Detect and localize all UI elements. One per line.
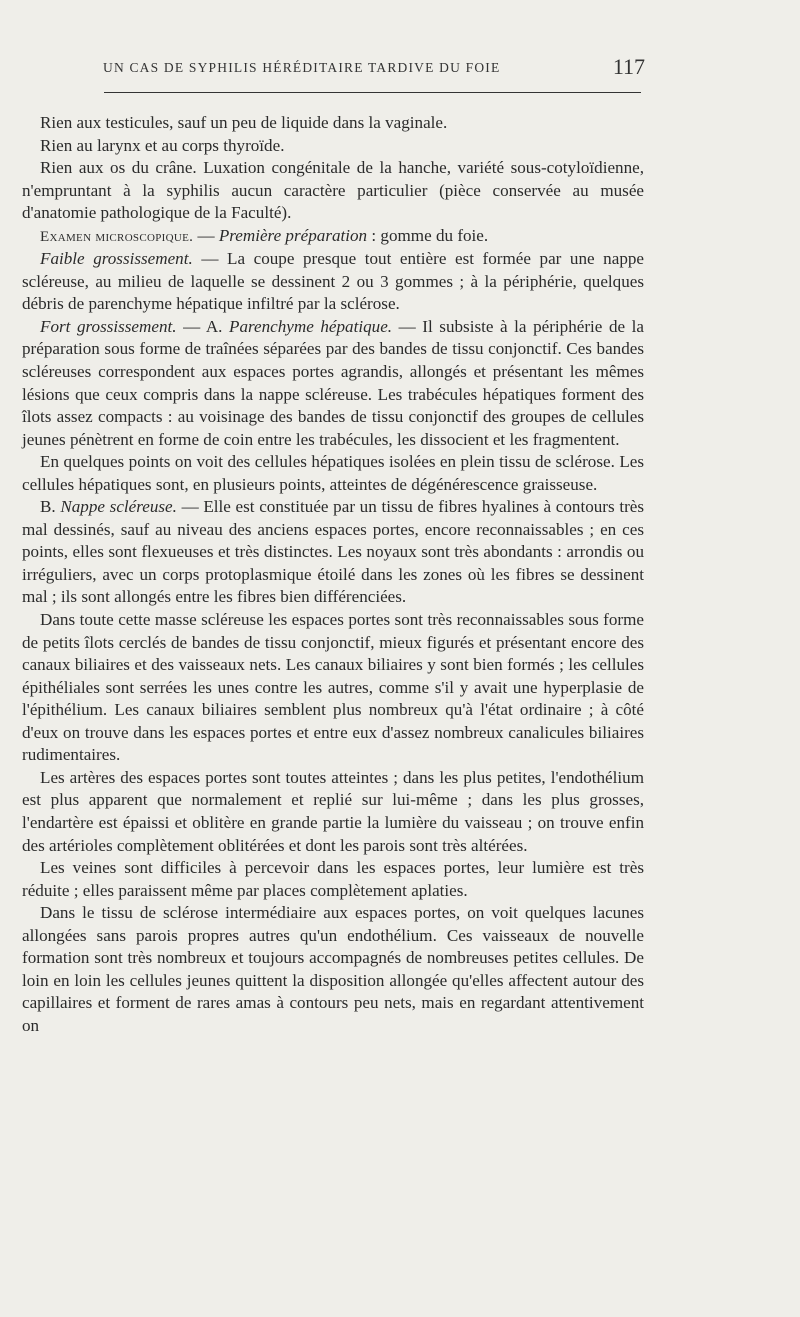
italic-heading: Faible grossissement.	[40, 249, 193, 269]
paragraph: Fort grossissement. — A. Parenchyme hépatique. — Il subsiste à la périphérie de la préparation sous forme de traînées séparées par des bandes de tissu conjonctif. Ces bandes scléreuses correspondent aux espaces portes agrandis, allongés et présentant les mêmes lésions que ceux compris dans la nappe scléreuse. Les trabécules hépatiques forment des îlots assez compacts : au voisinage des bandes de tissu conjonctif des groupes de cellules jeunes pénètrent en forme de coin entre les trabécules, les dissocient et les fragmentent.	[22, 316, 644, 449]
paragraph: Rien au larynx et au corps thyroïde.	[40, 135, 285, 155]
paragraph: En quelques points on voit des cellules hépatiques isolées en plein tissu de sclérose. Les cellules hépatiques sont, en plusieurs points, atteintes de dégénérescence graisseuse.	[22, 452, 644, 494]
italic-heading: Nappe scléreuse.	[60, 497, 177, 517]
paragraph: Dans toute cette masse scléreuse les espaces portes sont très reconnaissables sous forme de petits îlots cerclés de bandes de tissu conjonctif, mieux figurés et présentant encore des canaux biliaires et des vaisseaux nets. Les canaux biliaires y sont bien formés ; les cellules épithéliales sont serrées les unes contre les autres, comme s'il y avait une hyperplasie de l'épithélium. Les canaux biliaires semblent plus nombreux qu'à l'état ordinaire ; à côté d'eux on trouve dans les espaces portes et entre eux d'assez nombreux canalicules biliaires rudimentaires.	[22, 610, 644, 765]
header-rule	[104, 92, 641, 93]
paragraph: B. Nappe scléreuse. — Elle est constituée par un tissu de fibres hyalines à contours très mal dessinés, sauf au niveau des anciens espaces portes, encore reconnaissables ; en ces points, elles sont flexueuses et très distinctes. Les noyaux sont très abondants : arrondis ou irréguliers, avec un corps protoplasmique étoilé dans les zones où les fibres se dessinent mal ; ils sont allongés entre les fibres bien différenciées.	[22, 497, 644, 607]
page-header	[100, 54, 645, 84]
paragraph: Les veines sont difficiles à percevoir dans les espaces portes, leur lumière est très réduite ; elles paraissent même par places complètement aplaties.	[22, 858, 644, 900]
italic-heading: Première préparation	[218, 225, 368, 245]
italic-heading: Fort grossissement.	[40, 316, 177, 336]
running-title: UN CAS DE SYPHILIS HÉRÉDITAIRE TARDIVE DU FOIE	[103, 60, 501, 75]
page-number: 117	[612, 54, 645, 79]
paragraph: Dans le tissu de sclérose intermédiaire aux espaces portes, on voit quelques lacunes allongées sans parois propres autres qu'un endothélium. Ces vaisseaux de nouvelle formation sont très nombreux et toujours accompagnés de nombreuses petites cellules. De loin en loin les cellules jeunes quittent la disposition allongée qu'elles affectent autour des capillaires et forment de rares amas à contours peu nets, mais en regardant attentivement on	[22, 903, 644, 1035]
paragraph: Rien aux os du crâne. Luxation congénitale de la hanche, variété sous-cotyloïdienne, n'empruntant à la syphilis aucun caractère particulier (pièce conservée au musée d'anatomie pathologique de la Faculté).	[22, 158, 644, 223]
paragraph: Examen microscopique. — Première préparation : gomme du foie.	[40, 225, 489, 245]
body-text	[22, 112, 644, 1037]
section-label: Examen microscopique.	[40, 228, 194, 245]
paragraph: Rien aux testicules, sauf un peu de liquide dans la vaginale.	[40, 113, 448, 132]
paragraph: Faible grossissement. — La coupe presque tout entière est formée par une nappe scléreuse, au milieu de laquelle se dessinent 2 ou 3 gommes ; à la périphérie, quelques débris de parenchyme hépatique infiltré par la sclérose.	[22, 249, 644, 314]
paragraph: Les artères des espaces portes sont toutes atteintes ; dans les plus petites, l'endothélium est plus apparent que normalement et replié sur lui-même ; dans les plus grosses, l'endartère est épaissi et oblitère en grande partie la lumière du vaisseau ; on trouve enfin des artérioles complètement oblitérées et dont les parois sont très altérées.	[22, 767, 644, 855]
italic-heading: Parenchyme hépatique.	[229, 316, 393, 336]
